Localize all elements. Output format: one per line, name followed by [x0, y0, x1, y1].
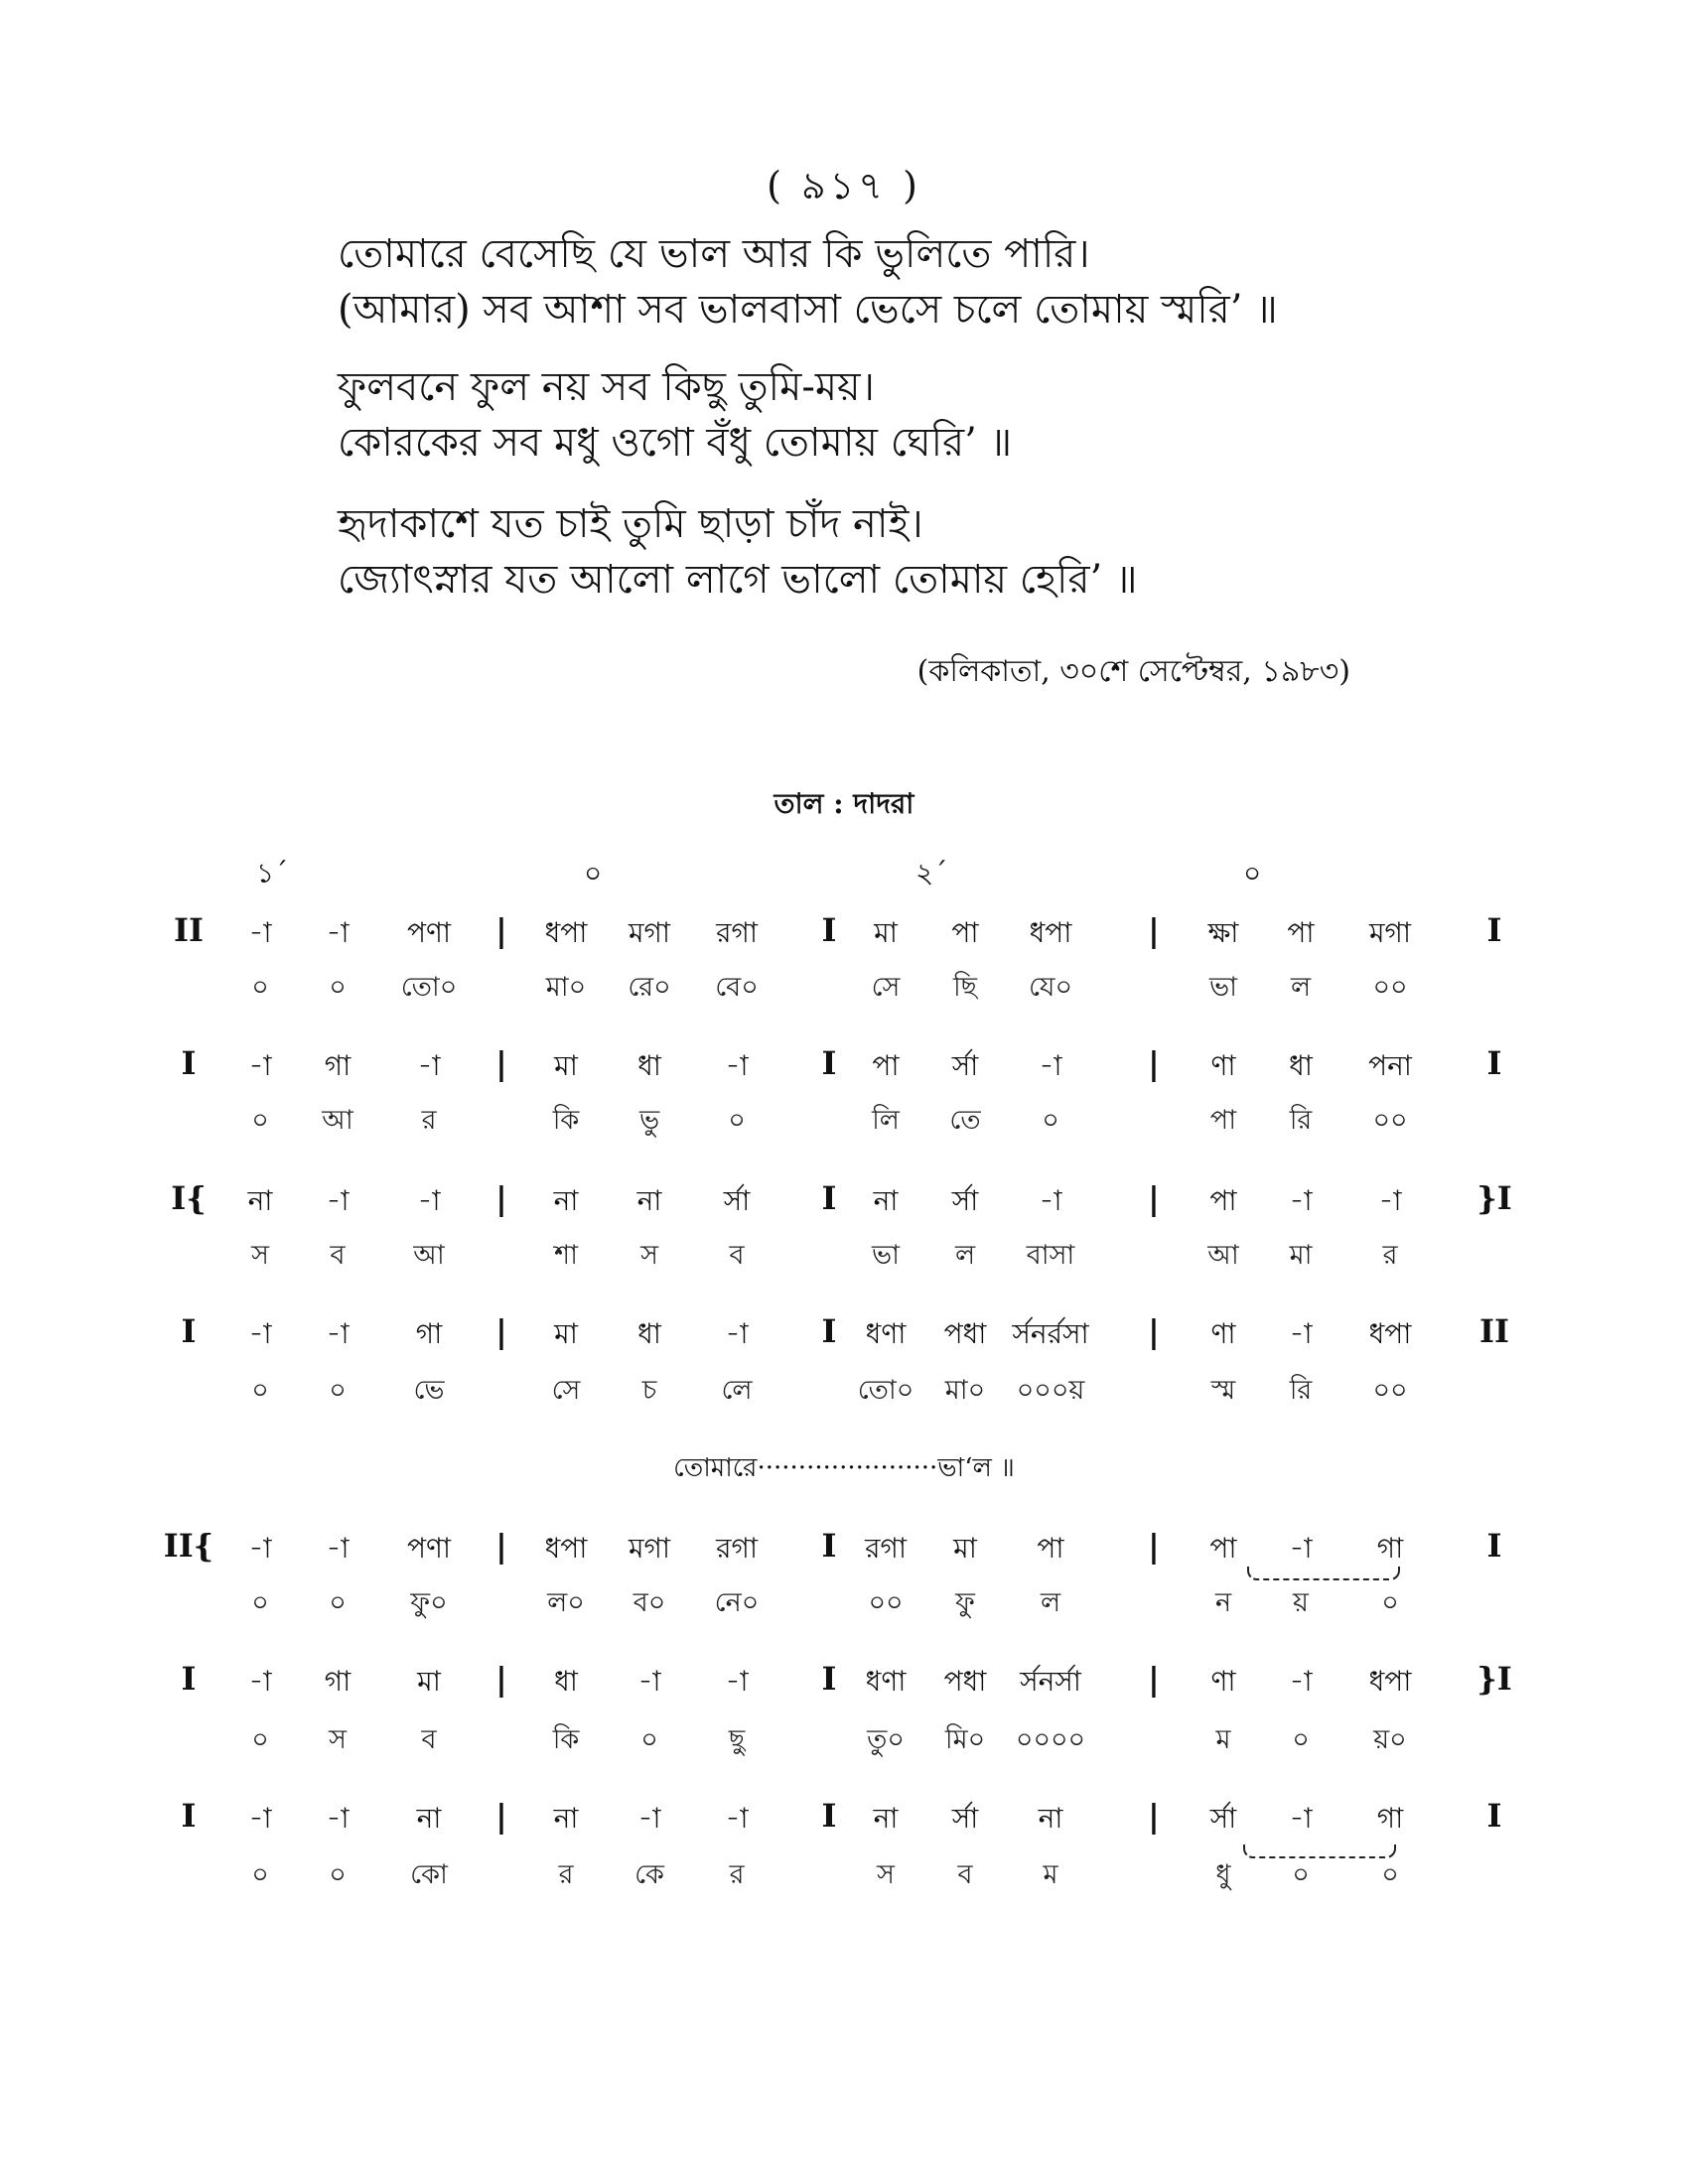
swara-note: র্সনর্রসা [1012, 1317, 1089, 1350]
lyric-row [0, 1370, 1688, 1416]
lyric-syllable: ব [421, 1724, 437, 1755]
lyric-syllable: স [251, 1240, 269, 1271]
swara-note: না [247, 1184, 273, 1217]
swara-note: র্সা [951, 1802, 979, 1835]
lyric-syllable: ০ [329, 972, 347, 1003]
bar-line: }I [1477, 1660, 1512, 1698]
beat-mark: ২´ [915, 857, 948, 889]
swara-row [0, 1660, 1688, 1706]
swara-note: ধা [554, 1665, 578, 1698]
swara-note: মগা [1368, 916, 1412, 949]
lyric-syllable: সে [551, 1375, 581, 1406]
swara-note: র্সা [951, 1184, 979, 1217]
lyric-syllable: ০ [1381, 1859, 1399, 1890]
lyric-syllable: ভে [413, 1375, 445, 1406]
lyric-syllable: ব [957, 1859, 973, 1890]
lyric-syllable: শা [554, 1240, 578, 1271]
bar-line: I [821, 1660, 837, 1698]
swara-note: ণা [1210, 1317, 1236, 1350]
lyric-syllable: ০০ [1372, 1105, 1408, 1136]
lyric-syllable: ল [1290, 972, 1312, 1003]
swara-note: ক্ষা [1207, 916, 1239, 949]
bar-line: | [495, 1527, 507, 1565]
swara-note: -া [326, 916, 350, 949]
beat-mark: ১´ [256, 857, 289, 889]
bar-line: I [181, 1044, 197, 1082]
lyric-syllable: ন [1214, 1587, 1232, 1618]
slur-mark [1247, 1567, 1400, 1580]
swara-note: না [636, 1184, 662, 1217]
lyric-syllable: য় [1293, 1587, 1309, 1618]
swara-note: -া [248, 1317, 272, 1350]
swara-note: রগা [716, 916, 758, 949]
lyric-syllable: ছি [952, 972, 978, 1003]
bar-line: I [821, 1527, 837, 1565]
lyric-syllable: ম [1043, 1859, 1058, 1890]
swara-note: গা [1376, 1532, 1404, 1565]
swara-note: -া [637, 1665, 661, 1698]
swara-note: -া [725, 1802, 749, 1835]
swara-row [0, 911, 1688, 957]
bar-line: I [1486, 1044, 1502, 1082]
lyric-syllable: ছু [728, 1724, 746, 1755]
lyric-syllable: ০০০য় [1016, 1375, 1085, 1406]
swara-note: ণা [1210, 1665, 1236, 1698]
swara-note: পা [872, 1049, 900, 1082]
swara-note: মা [554, 1049, 578, 1082]
lyric-syllable: চ [641, 1375, 657, 1406]
lyric-syllable: মা [1289, 1240, 1313, 1271]
lyric-syllable: ০ [1042, 1105, 1059, 1136]
swara-note: -া [326, 1184, 350, 1217]
swara-note: -া [725, 1317, 749, 1350]
swara-note: -া [248, 1665, 272, 1698]
lyric-syllable: ০০০০ [1015, 1724, 1086, 1755]
lyric-syllable: স্ম [1210, 1375, 1236, 1406]
swara-note: -া [1289, 1184, 1313, 1217]
swara-note: না [1038, 1802, 1063, 1835]
tala-heading: তাল : দাদরা [774, 787, 914, 820]
bar-line: | [495, 1660, 507, 1698]
lyric-syllable: ব [729, 1240, 745, 1271]
lyric-syllable: ম [1215, 1724, 1231, 1755]
swara-note: ধা [637, 1317, 661, 1350]
bar-line: | [1148, 1312, 1160, 1350]
lyric-syllable: বাসা [1026, 1240, 1075, 1271]
swara-note: ণা [1210, 1049, 1236, 1082]
lyric-syllable: আ [322, 1105, 353, 1136]
lyric-syllable: ০০ [868, 1587, 904, 1618]
swara-note: পা [1037, 1532, 1064, 1565]
lyric-syllable: ল০ [547, 1587, 585, 1618]
swara-note: পনা [1368, 1049, 1412, 1082]
lyric-syllable: স [329, 1724, 347, 1755]
swara-note: -া [417, 1184, 441, 1217]
swara-row [0, 1527, 1688, 1572]
swara-row [0, 1797, 1688, 1843]
lyric-syllable: ল [1040, 1587, 1061, 1618]
swara-note: মগা [628, 1532, 671, 1565]
lyric-syllable: ০ [640, 1724, 658, 1755]
bar-line: I [821, 911, 837, 949]
bar-line: | [1148, 911, 1160, 949]
bar-line: | [495, 1312, 507, 1350]
bar-line: I [181, 1660, 197, 1698]
lyric-syllable: ০ [251, 1375, 269, 1406]
swara-note: -া [1289, 1802, 1313, 1835]
lyric-syllable: ০ [251, 1724, 269, 1755]
lyric-syllable: বে০ [715, 972, 759, 1003]
lyric-syllable: র [558, 1859, 574, 1890]
swara-note: মা [417, 1665, 441, 1698]
swara-note: ধা [637, 1049, 661, 1082]
lyric-syllable: তো০ [400, 972, 458, 1003]
beat-mark: ০ [584, 857, 603, 889]
swara-note: -া [248, 1049, 272, 1082]
verse-line: তোমারে বেসেছি যে ভাল আর কি ভুলিতে পারি। [338, 231, 1090, 277]
beat-marks [0, 852, 1688, 891]
bar-line: }I [1477, 1179, 1512, 1217]
bar-line: | [1148, 1527, 1160, 1565]
swara-note: -া [1378, 1184, 1402, 1217]
swara-note: র্সনর্সা [1020, 1665, 1081, 1698]
swara-note: ধা [1289, 1049, 1313, 1082]
bar-line: II{ [163, 1527, 214, 1565]
swara-note: -া [326, 1532, 350, 1565]
lyric-syllable: স [877, 1859, 895, 1890]
lyric-syllable: ধু [1215, 1859, 1231, 1890]
swara-note: না [553, 1184, 579, 1217]
lyric-syllable: রে০ [628, 972, 671, 1003]
bar-line: I [821, 1044, 837, 1082]
lyric-syllable: কো [410, 1859, 448, 1890]
lyric-syllable: ০ [1292, 1724, 1310, 1755]
swara-note: ধণা [865, 1665, 907, 1698]
swara-note: না [553, 1802, 579, 1835]
swara-note: -া [1039, 1049, 1062, 1082]
lyric-syllable: কি [552, 1105, 580, 1136]
swara-note: -া [1289, 1317, 1313, 1350]
bar-line: | [495, 1797, 507, 1835]
swara-note: -া [248, 1532, 272, 1565]
lyric-syllable: ব [330, 1240, 346, 1271]
swara-note: মগা [628, 916, 671, 949]
bar-line: I [181, 1312, 197, 1350]
swara-note: -া [248, 1802, 272, 1835]
lyric-syllable: র [1382, 1240, 1398, 1271]
swara-note: পা [1209, 1532, 1237, 1565]
bar-line: | [1148, 1179, 1160, 1217]
bar-line: I [1486, 1797, 1502, 1835]
bar-line: I [821, 1179, 837, 1217]
swara-note: ধপা [544, 1532, 588, 1565]
swara-note: -া [248, 916, 272, 949]
verse-line: (আমার) সব আশা সব ভালবাসা ভেসে চলে তোমায় স্মরি’ ॥ [338, 287, 1278, 333]
bar-line: I [1486, 1527, 1502, 1565]
swara-note: -া [326, 1317, 350, 1350]
swara-note: ধণা [865, 1317, 907, 1350]
swara-note: গা [415, 1317, 443, 1350]
swara-note: পা [951, 916, 979, 949]
song-number: ( ৯১৭ ) [767, 164, 921, 207]
lyric-syllable: তু০ [867, 1724, 905, 1755]
lyric-syllable: ০ [728, 1105, 746, 1136]
swara-note: ধপা [1029, 916, 1072, 949]
swara-note: ধপা [1368, 1317, 1412, 1350]
bar-line: II [1479, 1312, 1509, 1350]
beat-mark: ০ [1243, 857, 1262, 889]
lyric-syllable: ০ [329, 1859, 347, 1890]
lyric-syllable: ব০ [633, 1587, 666, 1618]
lyric-row [0, 1100, 1688, 1146]
lyric-syllable: তো০ [857, 1375, 914, 1406]
swara-note: না [873, 1184, 899, 1217]
lyric-syllable: ফু [955, 1587, 975, 1618]
bar-line: | [1148, 1044, 1160, 1082]
swara-note: গা [324, 1665, 352, 1698]
swara-row [0, 1179, 1688, 1225]
verse-line: ফুলবনে ফুল নয় সব কিছু তুমি-ময়। [338, 364, 875, 410]
lyric-syllable: ০ [329, 1587, 347, 1618]
composition-dateline: (কলিকাতা, ৩০শে সেপ্টেম্বর, ১৯৮৩) [916, 654, 1350, 689]
lyric-syllable: আ [1207, 1240, 1239, 1271]
swara-note: মা [953, 1532, 977, 1565]
lyric-row [0, 1854, 1688, 1900]
swara-row [0, 1044, 1688, 1090]
swara-note: রগা [716, 1532, 758, 1565]
lyric-syllable: ০০ [1372, 972, 1408, 1003]
lyric-syllable: ভু [638, 1105, 660, 1136]
lyric-syllable: রি [1289, 1375, 1313, 1406]
verse-line: জ্যোৎস্নার যত আলো লাগে ভালো তোমায় হেরি’ ॥ [338, 557, 1138, 603]
bar-line: I [821, 1797, 837, 1835]
swara-note: পা [1209, 1184, 1237, 1217]
lyric-syllable: ০ [1292, 1859, 1310, 1890]
swara-note: -া [1289, 1665, 1313, 1698]
verse-line: হৃদাকাশে যত চাই তুমি ছাড়া চাঁদ নাই। [338, 501, 923, 547]
swara-note: মা [554, 1317, 578, 1350]
swara-note: -া [725, 1049, 749, 1082]
swara-note: -া [637, 1802, 661, 1835]
swara-note: র্সা [723, 1184, 751, 1217]
lyric-syllable: র [729, 1859, 745, 1890]
lyric-syllable: মা০ [545, 972, 587, 1003]
lyric-syllable: মি০ [944, 1724, 986, 1755]
swara-note: র্সা [1209, 1802, 1237, 1835]
lyric-syllable: ০ [251, 1105, 269, 1136]
swara-note: পণা [406, 916, 452, 949]
swara-note: র্সা [951, 1049, 979, 1082]
lyric-syllable: সে [871, 972, 901, 1003]
lyric-syllable: ০ [329, 1375, 347, 1406]
bar-line: I [1486, 911, 1502, 949]
verse-2 [338, 359, 1012, 471]
swara-note: -া [1039, 1184, 1062, 1217]
swara-note: -া [725, 1665, 749, 1698]
swara-note: পণা [406, 1532, 452, 1565]
swara-note: ধপা [1368, 1665, 1412, 1698]
lyric-syllable: লি [872, 1105, 900, 1136]
swara-note: মা [874, 916, 898, 949]
swara-note: পা [1287, 916, 1315, 949]
lyric-syllable: তে [949, 1105, 981, 1136]
bar-line: I [821, 1312, 837, 1350]
lyric-syllable: কে [634, 1859, 664, 1890]
verse-1 [338, 226, 1278, 338]
swara-note: গা [1376, 1802, 1404, 1835]
swara-note: ধপা [544, 916, 588, 949]
lyric-row [0, 1582, 1688, 1628]
slur-mark [1243, 1844, 1396, 1858]
lyric-syllable: ০ [251, 1859, 269, 1890]
interlude-marker: তোমারে······················ভা‘ল ॥ [673, 1453, 1015, 1483]
lyric-syllable: ফু০ [410, 1587, 448, 1618]
lyric-syllable: ভা [1209, 972, 1237, 1003]
verse-3 [338, 496, 1138, 608]
lyric-syllable: ভা [872, 1240, 900, 1271]
bar-line: II [174, 911, 204, 949]
swara-note: রগা [865, 1532, 907, 1565]
bar-line: | [495, 1179, 507, 1217]
swara-note: গা [324, 1049, 352, 1082]
verse-line: কোরকের সব মধু ওগো বঁধু তোমায় ঘেরি’ ॥ [338, 420, 1013, 466]
swara-note: -া [1289, 1532, 1313, 1565]
bar-line: | [1148, 1660, 1160, 1698]
swara-note: -া [326, 1802, 350, 1835]
bar-line: | [495, 911, 507, 949]
lyric-syllable: ল [954, 1240, 976, 1271]
swara-note: না [873, 1802, 899, 1835]
lyric-syllable: নে০ [714, 1587, 760, 1618]
lyric-syllable: ০ [1381, 1587, 1399, 1618]
lyric-row [0, 1235, 1688, 1281]
lyric-syllable: স [640, 1240, 658, 1271]
lyric-syllable: কি [552, 1724, 580, 1755]
lyric-syllable: ০ [251, 1587, 269, 1618]
lyric-syllable: আ [413, 1240, 445, 1271]
lyric-syllable: ০ [251, 972, 269, 1003]
swara-note: না [416, 1802, 442, 1835]
bar-line: | [1148, 1797, 1160, 1835]
lyric-syllable: লে [721, 1375, 753, 1406]
lyric-syllable: পা [1209, 1105, 1237, 1136]
bar-line: | [495, 1044, 507, 1082]
swara-note: -া [417, 1049, 441, 1082]
swara-note: পধা [943, 1317, 987, 1350]
lyric-row [0, 1719, 1688, 1765]
lyric-syllable: র [421, 1105, 437, 1136]
swara-note: পধা [943, 1665, 987, 1698]
bar-line: I{ [171, 1179, 207, 1217]
bar-line: I [181, 1797, 197, 1835]
lyric-syllable: যে০ [1028, 972, 1073, 1003]
lyric-syllable: ০০ [1372, 1375, 1408, 1406]
lyric-syllable: মা০ [944, 1375, 986, 1406]
lyric-syllable: য়০ [1373, 1724, 1407, 1755]
lyric-row [0, 967, 1688, 1013]
lyric-syllable: রি [1289, 1105, 1313, 1136]
swara-row [0, 1312, 1688, 1358]
